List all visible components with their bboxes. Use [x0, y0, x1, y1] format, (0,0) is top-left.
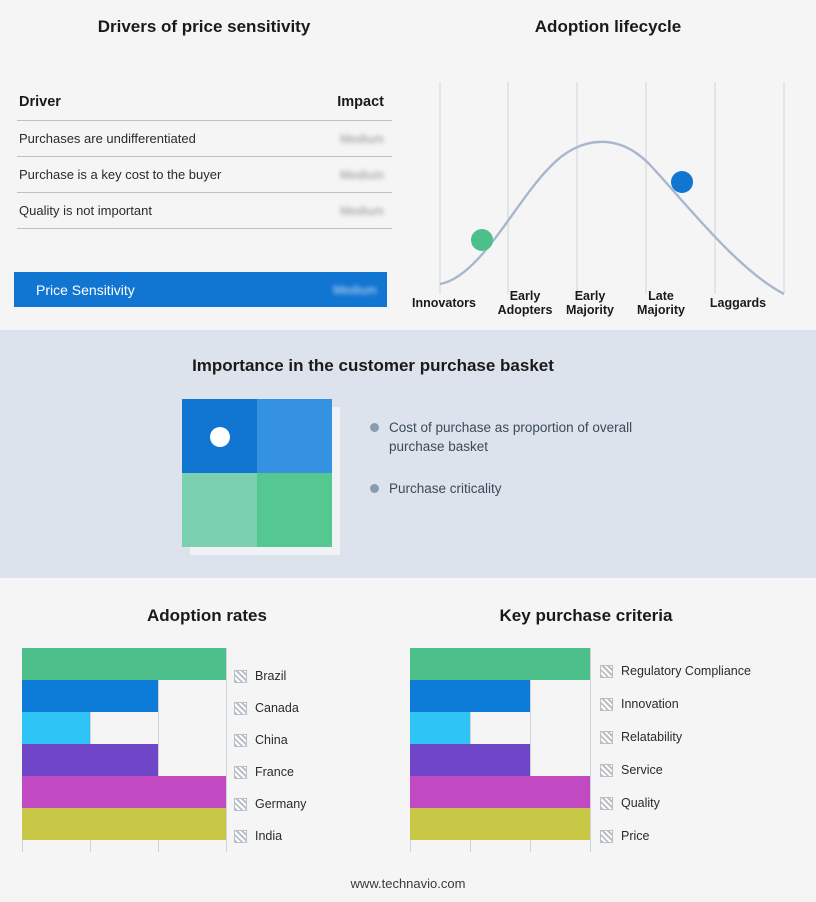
- bar-regulatory-compliance: [410, 648, 590, 680]
- legend-item: [234, 733, 288, 747]
- driver-impact: [311, 193, 392, 229]
- bar-row: [410, 680, 530, 712]
- impact-value: Medium: [340, 204, 384, 218]
- bar-china: [22, 712, 90, 744]
- category-label: Price: [621, 829, 650, 843]
- legend-item: [234, 669, 286, 683]
- hatch-swatch-icon: [234, 702, 247, 715]
- category-label: Service: [621, 763, 663, 777]
- category-label: Relatability: [621, 730, 683, 744]
- bar-row: [22, 648, 226, 680]
- drivers-panel: [14, 12, 394, 312]
- matrix-quadrant-bottom-left: [182, 473, 257, 547]
- key-purchase-criteria-chart: [410, 648, 790, 858]
- bar-relatability: [410, 712, 470, 744]
- table-header-row: [17, 90, 392, 121]
- category-label: Regulatory Compliance: [621, 664, 751, 678]
- impact-value: Medium: [340, 132, 384, 146]
- bar-row: [22, 808, 226, 840]
- bar-brazil: [22, 648, 226, 680]
- basket-legend-label: Cost of purchase as proportion of overall purchase basket: [389, 420, 633, 454]
- bar-row: [410, 712, 470, 744]
- lifecycle-stage-early-majority: Early Majority: [566, 289, 614, 317]
- hatch-swatch-icon: [600, 665, 613, 678]
- legend-item: [234, 797, 306, 811]
- lifecycle-stage-early-adopters: Early Adopters: [497, 289, 553, 317]
- driver-impact: [311, 121, 392, 157]
- driver-impact: [311, 157, 392, 193]
- lifecycle-stage-innovators: Innovators: [412, 296, 476, 310]
- lifecycle-stage-late-majority: Late Majority: [637, 289, 685, 317]
- impact-value: Medium: [340, 168, 384, 182]
- drivers-table: [17, 90, 392, 229]
- table-row: [17, 157, 392, 193]
- basket-legend-label: Purchase criticality: [389, 481, 502, 496]
- hatch-swatch-icon: [600, 764, 613, 777]
- driver-name: Quality is not important: [17, 193, 311, 229]
- gridline: [590, 648, 591, 852]
- legend-item: [234, 765, 294, 779]
- table-row: [17, 193, 392, 229]
- matrix-quadrant-bottom-right: [257, 473, 332, 547]
- category-label: India: [255, 829, 283, 843]
- category-label: Innovation: [621, 697, 679, 711]
- bar-row: [22, 744, 158, 776]
- bar-quality: [410, 776, 590, 808]
- bar-innovation: [410, 680, 530, 712]
- bar-row: [22, 776, 226, 808]
- legend-item: [600, 796, 660, 810]
- bar-row: [22, 680, 158, 712]
- legend-item: [600, 664, 751, 678]
- hatch-swatch-icon: [600, 797, 613, 810]
- bar-row: [22, 712, 90, 744]
- column-header-impact: Impact: [311, 90, 392, 121]
- legend-item: [600, 697, 679, 711]
- legend-item: [600, 730, 682, 744]
- adoption-rates-chart: [22, 648, 392, 858]
- bar-india: [22, 808, 226, 840]
- matrix-quadrant-top-right: [257, 399, 332, 473]
- hatch-swatch-icon: [234, 766, 247, 779]
- category-label: Canada: [255, 701, 299, 715]
- hatch-swatch-icon: [234, 830, 247, 843]
- lifecycle-title: Adoption lifecycle: [534, 17, 682, 36]
- category-label: Germany: [255, 797, 307, 811]
- hatch-swatch-icon: [234, 734, 247, 747]
- bullet-icon: [370, 423, 379, 432]
- footer-url: www.technavio.com: [350, 876, 466, 891]
- matrix-highlight-dot: [210, 427, 230, 447]
- driver-name: Purchase is a key cost to the buyer: [17, 157, 311, 193]
- marker-innovators: [471, 229, 493, 251]
- hatch-swatch-icon: [600, 698, 613, 711]
- bar-row: [410, 808, 590, 840]
- price-sensitivity-summary: [14, 272, 387, 307]
- bar-germany: [22, 776, 226, 808]
- price-sensitivity-label: Price Sensitivity: [36, 281, 135, 298]
- bar-row: [410, 648, 590, 680]
- basket-legend-item-2: [370, 479, 670, 498]
- bar-canada: [22, 680, 158, 712]
- drivers-title: Drivers of price sensitivity: [97, 17, 311, 36]
- bar-service: [410, 744, 530, 776]
- category-label: China: [255, 733, 288, 747]
- purchase-basket-matrix: [182, 399, 332, 547]
- driver-name: Purchases are undifferentiated: [17, 121, 311, 157]
- category-label: Brazil: [255, 669, 287, 683]
- bar-row: [410, 744, 530, 776]
- price-sensitivity-value: Medium: [333, 282, 377, 297]
- lifecycle-curve: [440, 142, 784, 294]
- category-label: Quality: [621, 796, 660, 810]
- hatch-swatch-icon: [234, 670, 247, 683]
- category-label: France: [255, 765, 294, 779]
- table-row: [17, 121, 392, 157]
- bar-price: [410, 808, 590, 840]
- matrix-quadrant-top-left: [182, 399, 257, 473]
- key-purchase-criteria-title: Key purchase criteria: [499, 606, 673, 625]
- lifecycle-stage-laggards: Laggards: [709, 296, 767, 310]
- bullet-icon: [370, 484, 379, 493]
- hatch-swatch-icon: [234, 798, 247, 811]
- basket-legend-item-1: [370, 418, 670, 456]
- legend-item: [600, 829, 649, 843]
- hatch-swatch-icon: [600, 731, 613, 744]
- bar-row: [410, 776, 590, 808]
- adoption-rates-title: Adoption rates: [147, 606, 267, 625]
- marker-late-majority: [671, 171, 693, 193]
- bar-france: [22, 744, 158, 776]
- basket-title: Importance in the customer purchase basket: [192, 356, 554, 375]
- adoption-lifecycle-panel: [410, 12, 806, 322]
- legend-item: [234, 701, 299, 715]
- lifecycle-curve-chart: [420, 72, 800, 302]
- column-header-driver: Driver: [17, 90, 311, 121]
- hatch-swatch-icon: [600, 830, 613, 843]
- legend-item: [600, 763, 663, 777]
- gridline: [226, 648, 227, 852]
- legend-item: [234, 829, 282, 843]
